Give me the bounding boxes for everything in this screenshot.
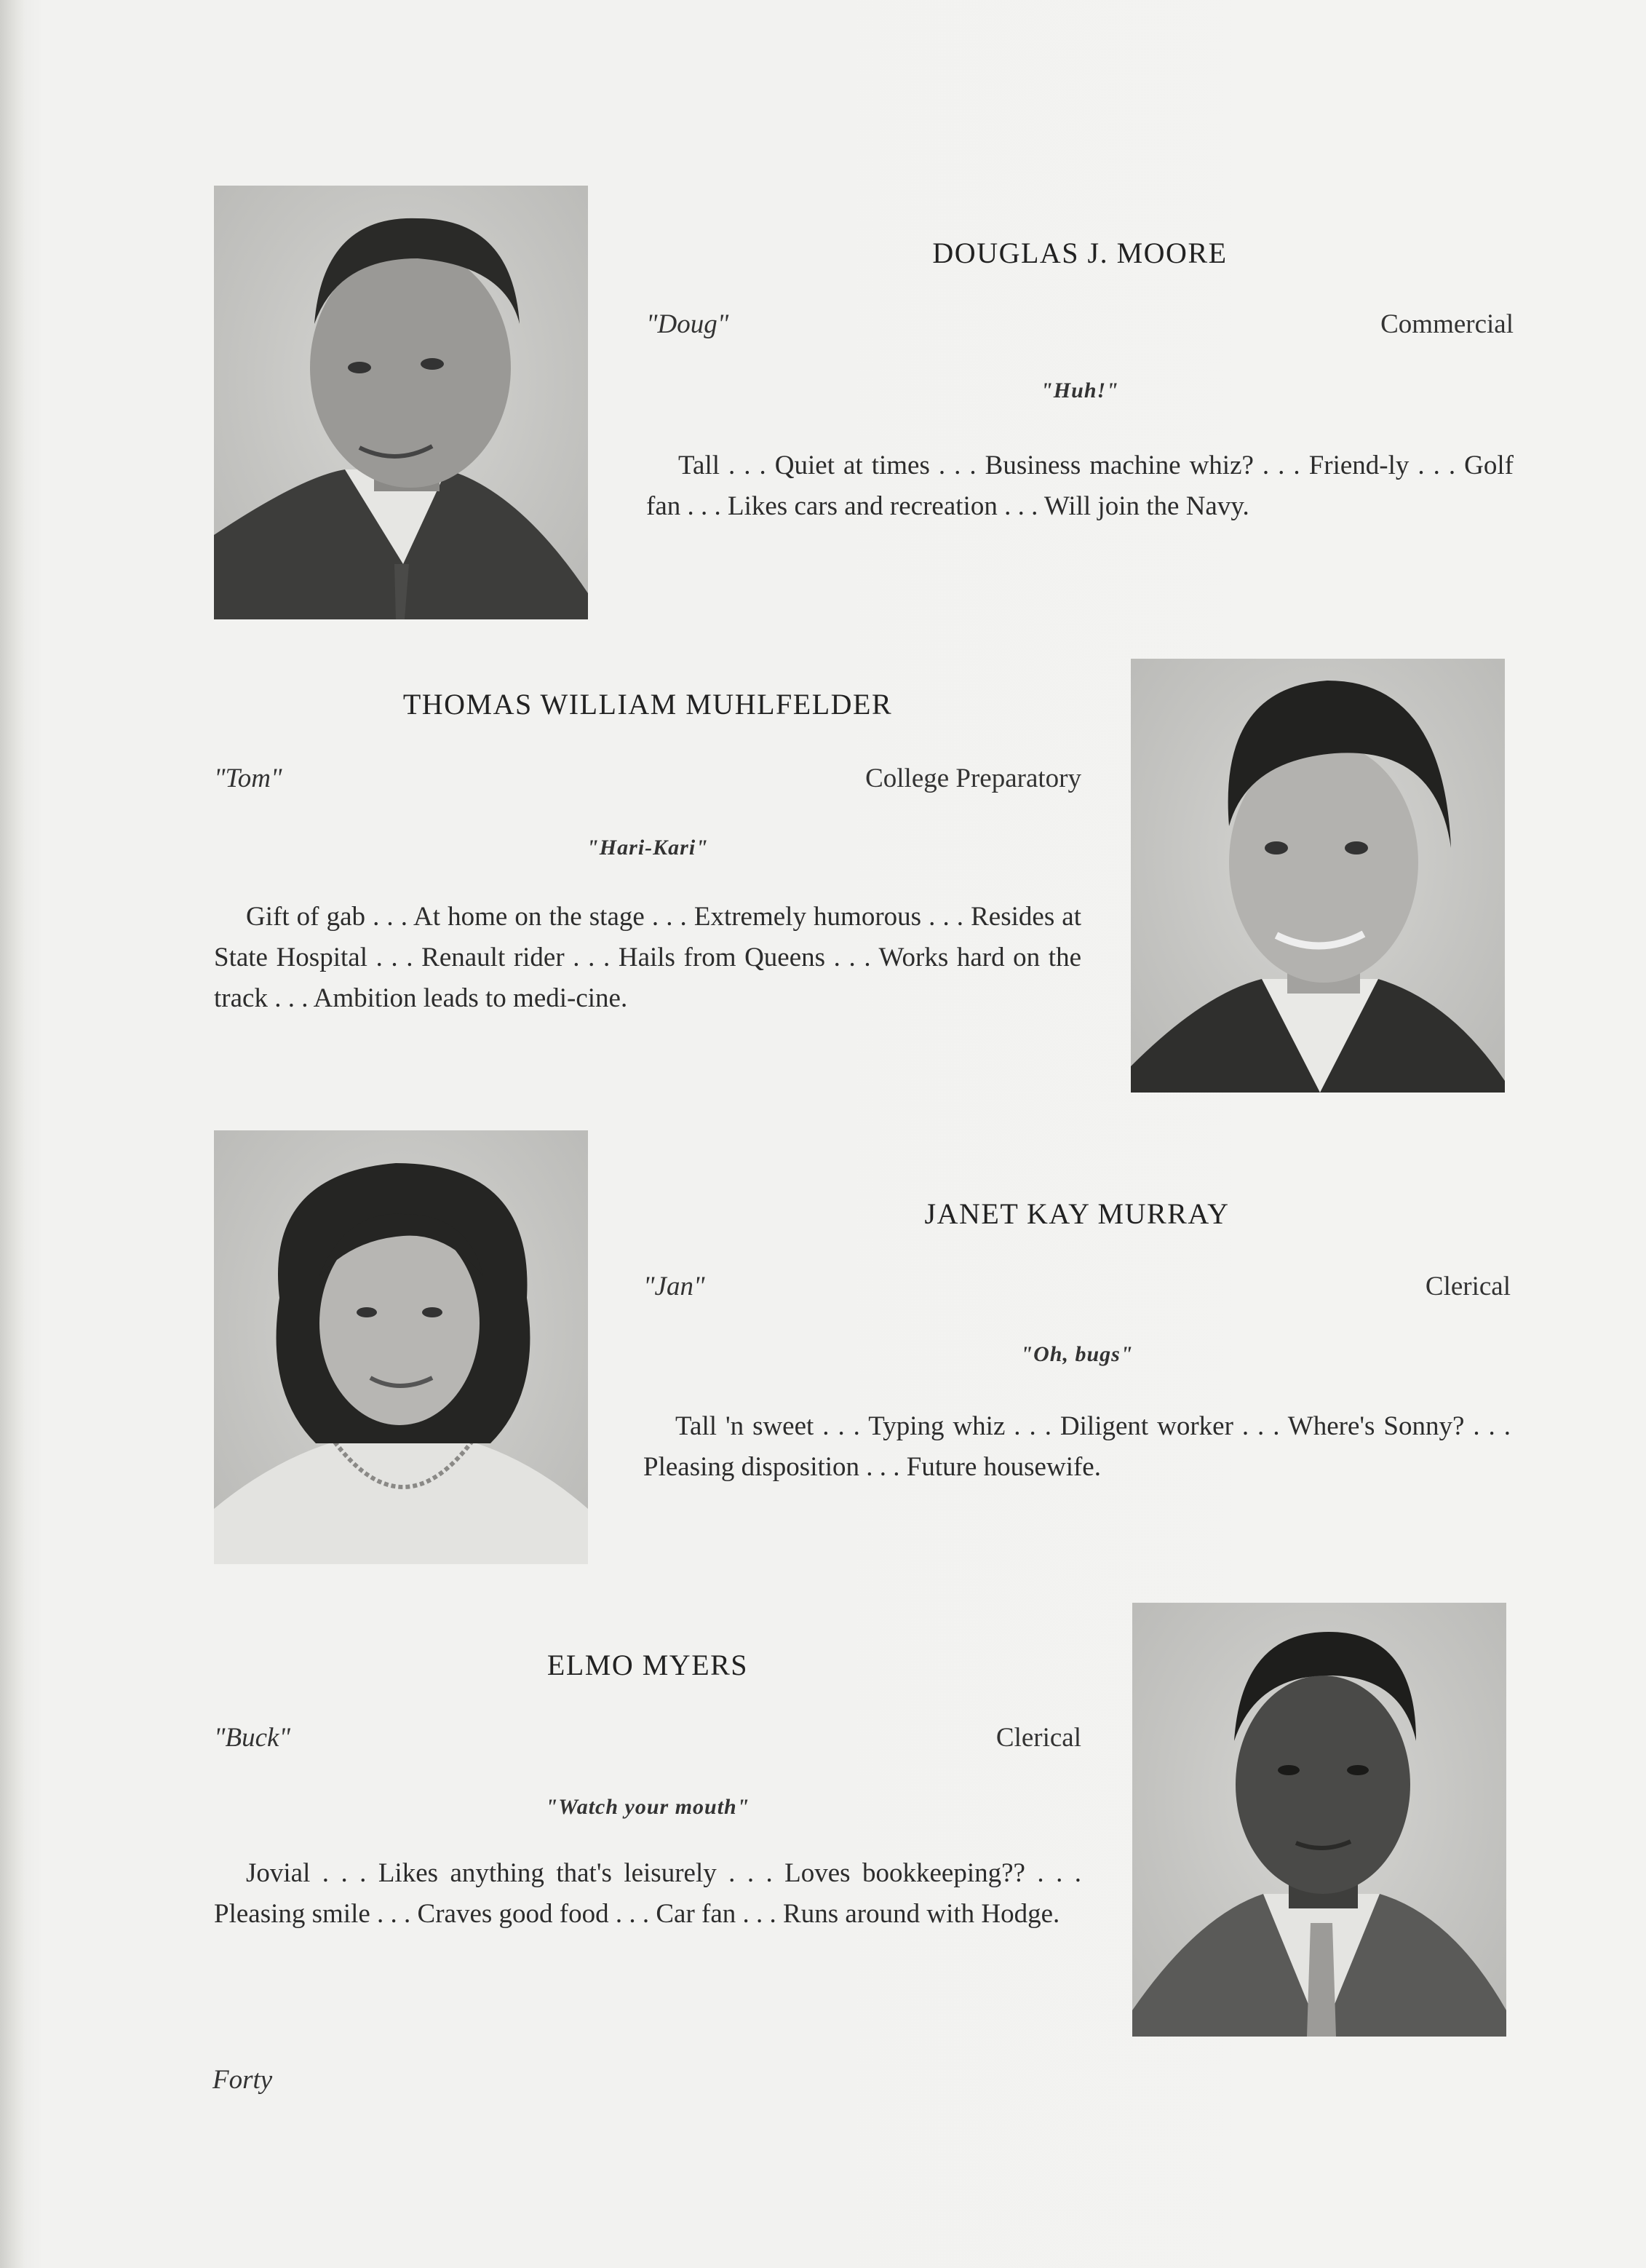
senior-nickname: "Buck" bbox=[214, 1723, 291, 1753]
portrait-young-woman-pearl-necklace bbox=[214, 1130, 588, 1564]
portrait-young-man-crew-cut-jacket-tie bbox=[214, 186, 588, 619]
senior-photo-muhlfelder bbox=[1131, 659, 1505, 1093]
senior-quote: "Huh!" bbox=[1041, 378, 1119, 403]
senior-entry-myers bbox=[214, 1630, 1081, 1994]
senior-quote: "Oh, bugs" bbox=[1020, 1342, 1134, 1366]
senior-photo-murray bbox=[214, 1130, 588, 1564]
senior-quote: "Hari-Kari" bbox=[587, 836, 709, 860]
senior-quote: "Watch your mouth" bbox=[545, 1795, 750, 1819]
senior-course: College Preparatory bbox=[865, 764, 1081, 793]
senior-photo-myers bbox=[1132, 1603, 1506, 2037]
senior-name: DOUGLAS J. MOORE bbox=[932, 237, 1228, 269]
senior-name: ELMO MYERS bbox=[546, 1649, 749, 1681]
senior-course: Commercial bbox=[1380, 309, 1514, 339]
senior-entry-murray bbox=[643, 1179, 1511, 1528]
senior-name: THOMAS WILLIAM MUHLFELDER bbox=[402, 688, 893, 721]
page-binding-edge bbox=[0, 0, 25, 2268]
portrait-young-man-suit-tie bbox=[1132, 1603, 1506, 2037]
senior-nickname: "Jan" bbox=[643, 1272, 705, 1301]
senior-nickname: "Tom" bbox=[214, 764, 282, 793]
senior-photo-moore bbox=[214, 186, 588, 619]
senior-entry-moore bbox=[646, 218, 1514, 582]
senior-nickname: "Doug" bbox=[646, 309, 729, 339]
senior-bio: Gift of gab . . . At home on the stage . . . Extremely humorous . . . Resides at State Hospital . . . Renault rider . . . Hails from Queens . . . Works hard on the track . . . Ambition leads to medi-cine. bbox=[214, 902, 1081, 1013]
senior-bio: Jovial . . . Likes anything that's leisurely . . . Loves bookkeeping?? . . . Pleasing smile . . . Craves good food . . . Car fan . . . Runs around with Hodge. bbox=[214, 1858, 1081, 1929]
senior-entry-muhlfelder bbox=[214, 670, 1081, 1048]
page-number: Forty bbox=[212, 2065, 273, 2095]
senior-course: Clerical bbox=[1425, 1272, 1511, 1301]
senior-course: Clerical bbox=[995, 1723, 1081, 1753]
senior-name: JANET KAY MURRAY bbox=[924, 1197, 1230, 1230]
senior-bio: Tall 'n sweet . . . Typing whiz . . . Diligent worker . . . Where's Sonny? . . . Pleasing disposition . . . Future housewife. bbox=[643, 1411, 1511, 1482]
portrait-young-man-dark-hair-smiling bbox=[1131, 659, 1505, 1093]
senior-bio: Tall . . . Quiet at times . . . Business machine whiz? . . . Friend-ly . . . Golf fan . . . Likes cars and recreation . . . Will join the Navy. bbox=[646, 451, 1514, 521]
